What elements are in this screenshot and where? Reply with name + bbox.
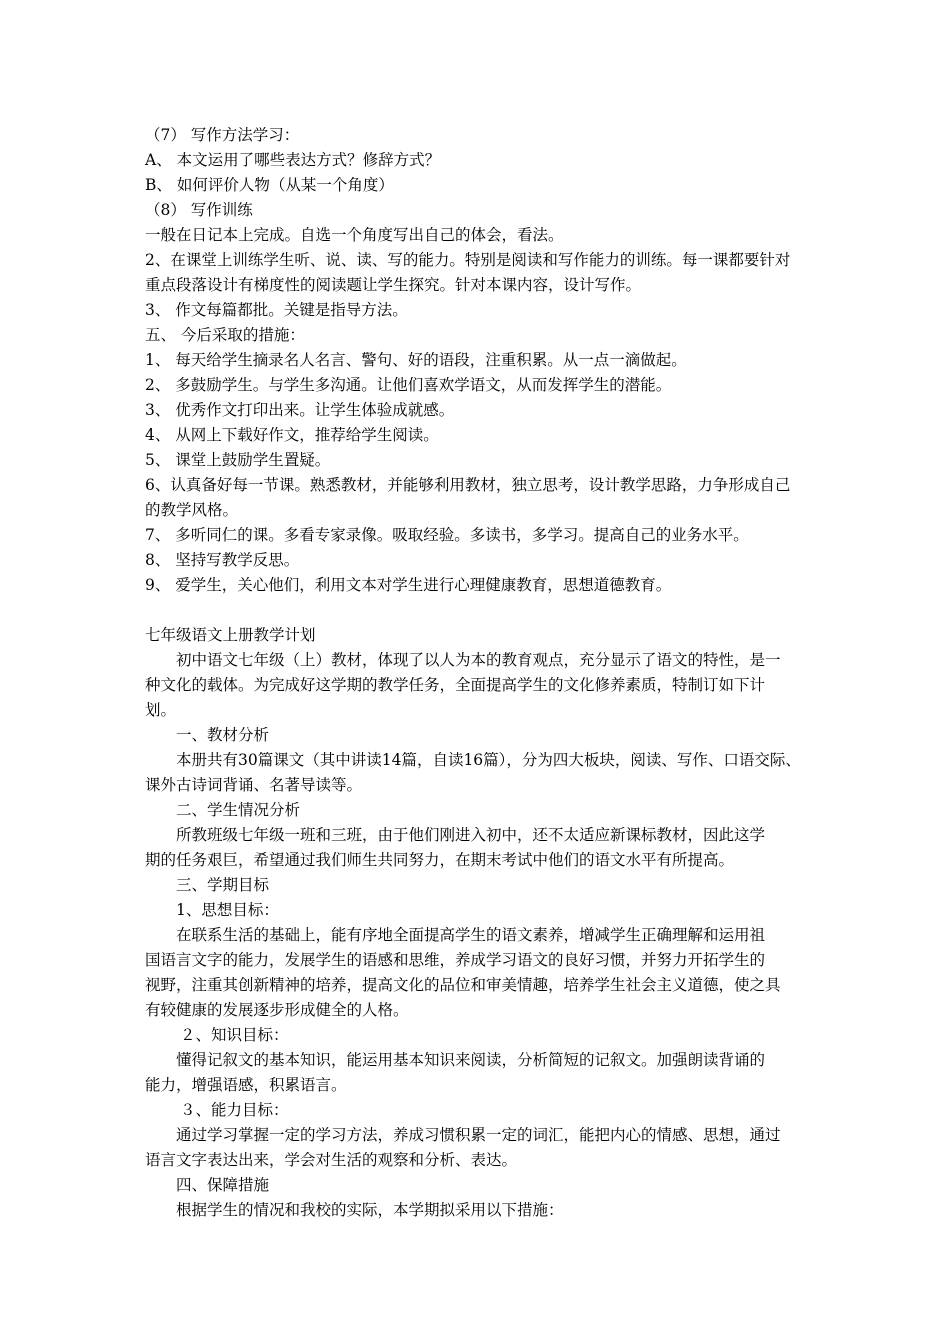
text-line: 3、 作文每篇都批。关键是指导方法。 [145, 301, 408, 319]
text-line: 一般在日记本上完成。自选一个角度写出自己的体会，看法。 [145, 226, 564, 244]
text-line: B、 如何评价人物（从某一个角度） [145, 176, 394, 194]
section-heading: 四、保障措施 [176, 1176, 270, 1194]
paragraph-line: 所教班级七年级一班和三班，由于他们刚进入初中，还不太适应新课标教材，因此这学 [176, 826, 766, 844]
section-heading: 三、学期目标 [176, 876, 270, 894]
list-item: 1、 每天给学生摘录名人名言、警句、好的语段，注重积累。从一点一滴做起。 [145, 351, 687, 369]
section-heading: 一、教材分析 [176, 726, 270, 744]
text-line: A、 本文运用了哪些表达方式？修辞方式？ [145, 151, 441, 169]
document-title: 七年级语文上册教学计划 [145, 626, 316, 644]
subsection-heading: 1、思想目标： [176, 901, 279, 919]
text-line: 重点段落设计有梯度性的阅读题让学生探究。针对本课内容，设计写作。 [145, 276, 642, 294]
paragraph-line: 能力，增强语感，积累语言。 [145, 1076, 347, 1094]
paragraph-line: 初中语文七年级（上）教材，体现了以人为本的教育观点，充分显示了语文的特性，是一 [176, 651, 781, 669]
section-heading: 二、学生情况分析 [176, 801, 301, 819]
paragraph-line: 根据学生的情况和我校的实际，本学期拟采用以下措施： [176, 1201, 564, 1219]
section-heading: 五、 今后采取的措施： [145, 326, 305, 344]
paragraph-line: 划。 [145, 701, 177, 719]
list-item: 5、 课堂上鼓励学生置疑。 [145, 451, 331, 469]
paragraph-line: 语言文字表达出来，学会对生活的观察和分析、表达。 [145, 1151, 518, 1169]
list-item: 6、认真备好每一节课。熟悉教材，并能够利用教材，独立思考，设计教学思路，力争形成自己 [145, 476, 791, 494]
paragraph-line: 课外古诗词背诵、名著导读等。 [145, 776, 363, 794]
subsection-heading: ２、知识目标： [180, 1026, 289, 1044]
text-line: （7） 写作方法学习： [145, 126, 300, 144]
text-line: （8） 写作训练 [145, 201, 253, 219]
list-item: 的教学风格。 [145, 501, 239, 519]
list-item: 9、 爱学生，关心他们，利用文本对学生进行心理健康教育，思想道德教育。 [145, 576, 672, 594]
paragraph-line: 期的任务艰巨，希望通过我们师生共同努力，在期末考试中他们的语文水平有所提高。 [145, 851, 735, 869]
paragraph-line: 国语言文字的能力，发展学生的语感和思维，养成学习语文的良好习惯，并努力开拓学生的 [145, 951, 766, 969]
paragraph-line: 有较健康的发展逐步形成健全的人格。 [145, 1001, 409, 1019]
paragraph-line: 通过学习掌握一定的学习方法，养成习惯积累一定的词汇，能把内心的情感、思想，通过 [176, 1126, 781, 1144]
paragraph-line: 本册共有30篇课文（其中讲读14篇，自读16篇），分为四大板块，阅读、写作、口语交际、 [176, 751, 801, 769]
list-item: 7、 多听同仁的课。多看专家录像。吸取经验。多读书，多学习。提高自己的业务水平。 [145, 526, 749, 544]
paragraph-line: 种文化的载体。为完成好这学期的教学任务，全面提高学生的文化修养素质，特制订如下计 [145, 676, 766, 694]
list-item: 8、 坚持写教学反思。 [145, 551, 300, 569]
list-item: 3、 优秀作文打印出来。让学生体验成就感。 [145, 401, 455, 419]
list-item: 4、 从网上下载好作文，推荐给学生阅读。 [145, 426, 439, 444]
paragraph-line: 在联系生活的基础上，能有序地全面提高学生的语文素养，增减学生正确理解和运用祖 [176, 926, 766, 944]
subsection-heading: ３、能力目标： [180, 1101, 289, 1119]
list-item: 2、 多鼓励学生。与学生多沟通。让他们喜欢学语文，从而发挥学生的潜能。 [145, 376, 672, 394]
paragraph-line: 懂得记叙文的基本知识，能运用基本知识来阅读，分析简短的记叙文。加强朗读背诵的 [176, 1051, 766, 1069]
text-line: 2、在课堂上训练学生听、说、读、写的能力。特别是阅读和写作能力的训练。每一课都要针对 [145, 251, 791, 269]
paragraph-line: 视野，注重其创新精神的培养，提高文化的品位和审美情趣，培养学生社会主义道德，使之具 [145, 976, 781, 994]
